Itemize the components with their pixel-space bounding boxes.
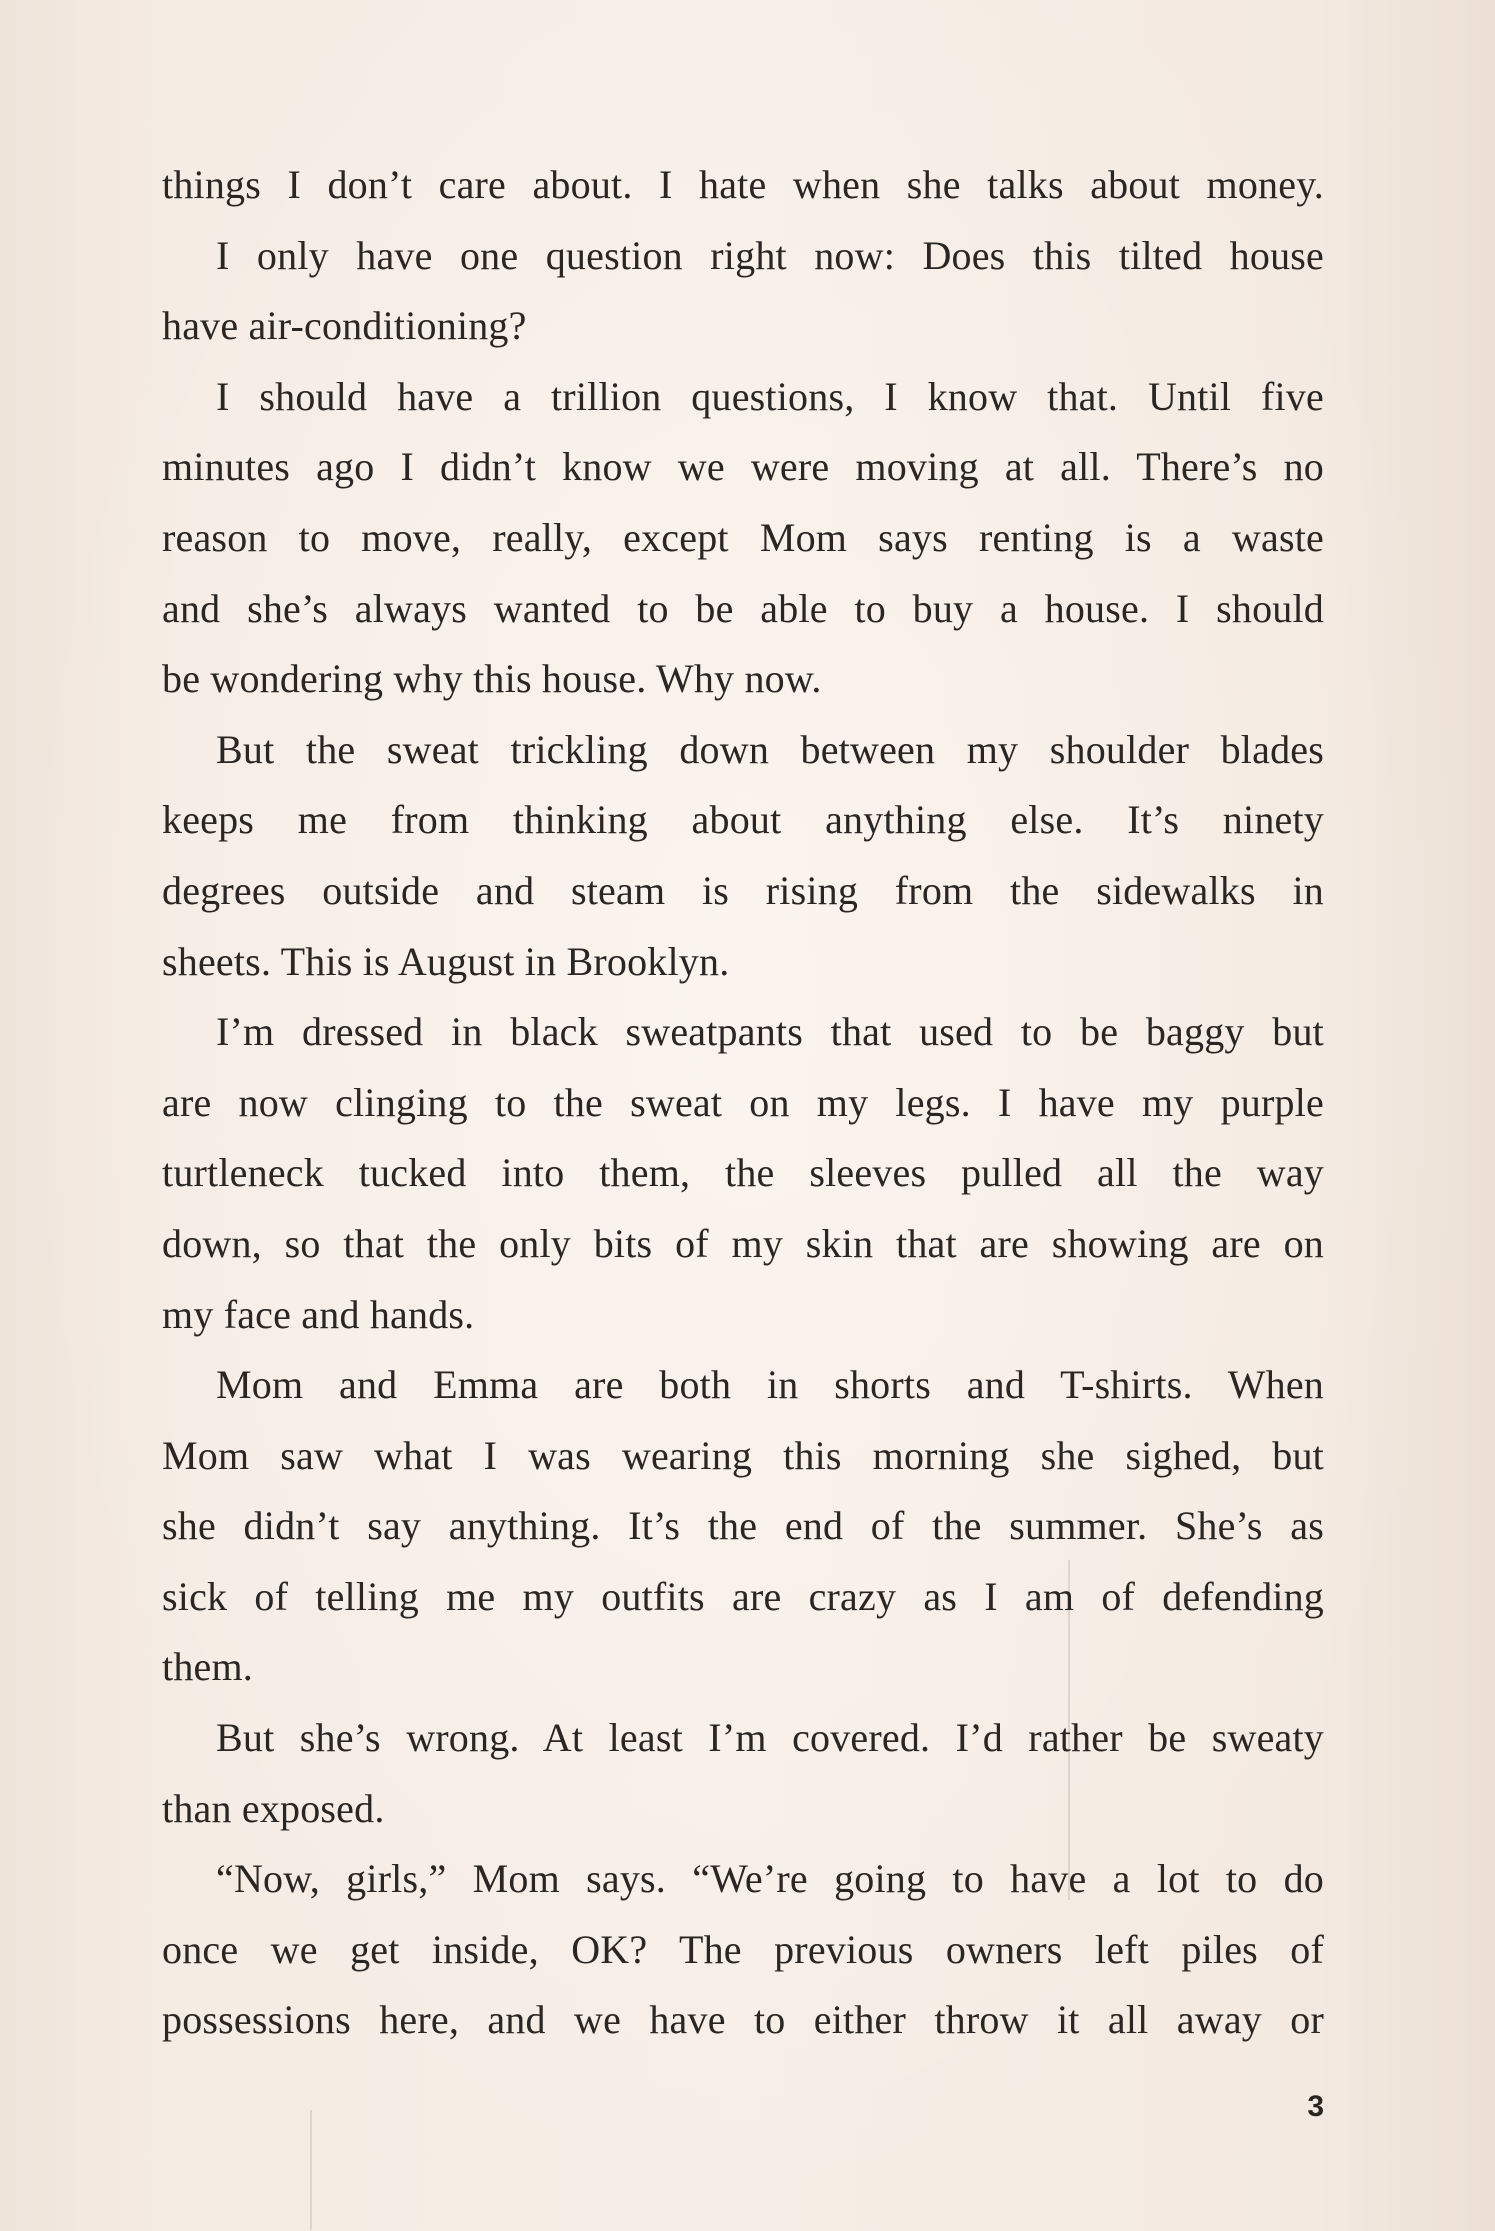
text-line: I should have a trillion questions, I know that. Until five <box>216 373 1324 419</box>
text-line: reason to move, really, except Mom says renting is a waste <box>162 514 1324 560</box>
page-number: 3 <box>1307 2090 1324 2123</box>
text-line: have air-conditioning? <box>162 303 527 349</box>
text-line: my face and hands. <box>162 1291 475 1337</box>
text-line: once we get inside, OK? The previous owners left piles of <box>162 1926 1324 1972</box>
text-line: sheets. This is August in Brooklyn. <box>162 938 730 984</box>
text-line: things I don’t care about. I hate when she talks about money. <box>162 162 1324 207</box>
text-line: Mom and Emma are both in shorts and T-shirts. When <box>216 1362 1324 1408</box>
text-line: turtleneck tucked into them, the sleeves pulled all the way <box>162 1150 1324 1196</box>
text-line: are now clinging to the sweat on my legs. I have my purple <box>162 1079 1324 1125</box>
text-line: I’m dressed in black sweatpants that used to be baggy but <box>216 1009 1324 1055</box>
text-line: than exposed. <box>162 1785 385 1831</box>
text-line: she didn’t say anything. It’s the end of the summer. She’s as <box>162 1503 1324 1549</box>
text-line: down, so that the only bits of my skin that are showing are on <box>162 1220 1324 1266</box>
text-line: “Now, girls,” Mom says. “We’re going to have a lot to do <box>216 1856 1324 1902</box>
text-line: sick of telling me my outfits are crazy as I am of defending <box>162 1573 1324 1619</box>
text-line: keeps me from thinking about anything else. It’s ninety <box>162 797 1324 843</box>
text-line: be wondering why this house. Why now. <box>162 656 822 702</box>
text-line: and she’s always wanted to be able to buy a house. I should <box>162 585 1324 631</box>
text-line: minutes ago I didn’t know we were moving at all. There’s no <box>162 444 1324 490</box>
scan-crease <box>310 2110 312 2230</box>
text-line: degrees outside and steam is rising from the sidewalks in <box>162 867 1324 913</box>
text-line: I only have one question right now: Does this tilted house <box>216 232 1324 278</box>
text-line: Mom saw what I was wearing this morning she sighed, but <box>162 1432 1324 1478</box>
text-line: them. <box>162 1644 253 1690</box>
body-text <box>162 150 1324 2056</box>
text-line: But the sweat trickling down between my shoulder blades <box>216 726 1324 772</box>
text-line: But she’s wrong. At least I’m covered. I’d rather be sweaty <box>216 1715 1324 1761</box>
text-line: possessions here, and we have to either throw it all away or <box>162 1997 1324 2043</box>
